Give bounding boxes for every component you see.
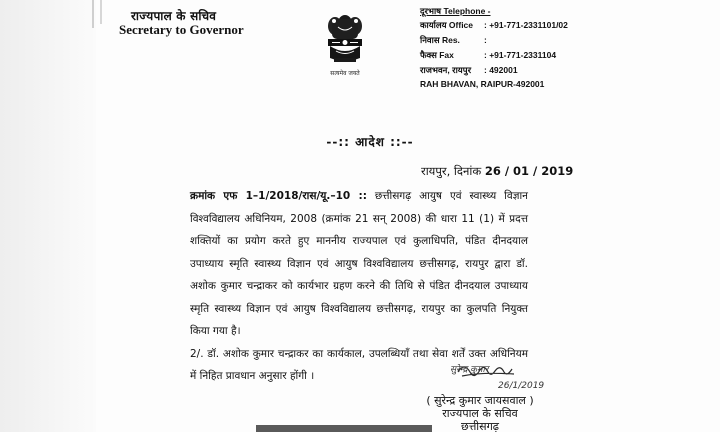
- scan-bottom-bar: [256, 425, 432, 432]
- order-date-value: 26 / 01 / 2019: [484, 164, 574, 178]
- scan-edge: [0, 0, 96, 432]
- contact-pincode-value: : 492001: [484, 65, 518, 75]
- order-paragraph-2: 2/. डॉ. अशोक कुमार चन्द्राकर का कार्यकाल, उपलब्धियाँ तथा सेवा शर्तें उक्त अधिनियम में निहित प्रावधान अनुसार होंगी ।: [190, 347, 528, 382]
- letterhead-title-hindi: राज्यपाल के सचिव: [131, 9, 217, 23]
- contact-fax-value: : +91-771-2331104: [484, 50, 557, 60]
- signature-handwritten-name: सुरेन्द्र कुमार: [450, 365, 489, 375]
- letterhead-title-english: Secretary to Governor: [119, 22, 244, 37]
- contact-residence-row: [420, 36, 487, 45]
- contact-heading: दूरभाष Telephone -: [420, 6, 491, 16]
- national-emblem-icon: [320, 9, 370, 81]
- order-reference-number: क्रमांक एफ 1–1/2018/रास/यू.–10 ::: [190, 190, 367, 202]
- order-paragraph-1-text: छत्तीसगढ़ आयुष एवं स्वास्थ्य विज्ञान विश्वविद्यालय अधिनियम, 2008 (क्रमांक 21 सन् 2008) की धारा 11 (1) में प्रदत्त शक्तियों का प्रयोग करते हुए माननीय राज्यपाल एवं कुलाधिपति, पंडित दीनदयाल उपाध्याय स्मृति स्वास्थ्य विज्ञान एवं आयुष विश्वविद्यालय छत्तीसगढ़, रायपुर द्वारा डॉ. अशोक कुमार चन्द्राकर को कार्यभार ग्रहण करने की तिथि से पंडित दीनदयाल उपाध्याय स्मृति स्वास्थ्य विज्ञान एवं आयुष विश्वविद्यालय छत्तीसगढ़, रायपुर का कुलपति नियुक्त किया गया है।: [190, 190, 528, 337]
- order-paragraph-1: [190, 185, 528, 343]
- order-title: --:: आदेश ::--: [326, 135, 414, 149]
- signatory-state: छत्तीसगढ़: [461, 420, 499, 432]
- signatory-designation: राज्यपाल के सचिव: [442, 407, 518, 420]
- contact-address-english: RAH BHAVAN, RAIPUR-492001: [420, 79, 545, 89]
- contact-address-label: राजभवन, रायपुर: [420, 65, 472, 75]
- contact-fax-label: फैक्स Fax: [420, 50, 454, 60]
- contact-address-row: [420, 66, 518, 75]
- contact-office-value: : +91-771-2331101/02: [484, 20, 568, 30]
- handwritten-signature: [440, 360, 560, 396]
- signature-handwritten-date: 26/1/2019: [498, 381, 545, 391]
- contact-office-row: [420, 21, 568, 30]
- order-body: [190, 185, 528, 388]
- contact-fax-row: [420, 51, 556, 60]
- signatory-name: ( सुरेन्द्र कुमार जायसवाल ): [426, 394, 534, 407]
- scan-edge-mark: [100, 0, 102, 24]
- scan-edge-mark: [92, 0, 94, 28]
- order-date-prefix: रायपुर, दिनांक: [421, 164, 482, 178]
- emblem-motto: सत्यमेव जयते: [330, 70, 360, 77]
- order-date: [421, 164, 573, 179]
- contact-office-label: कार्यालय Office: [420, 20, 474, 30]
- contact-residence-value: :: [484, 35, 487, 45]
- contact-residence-label: निवास Res.: [420, 35, 460, 45]
